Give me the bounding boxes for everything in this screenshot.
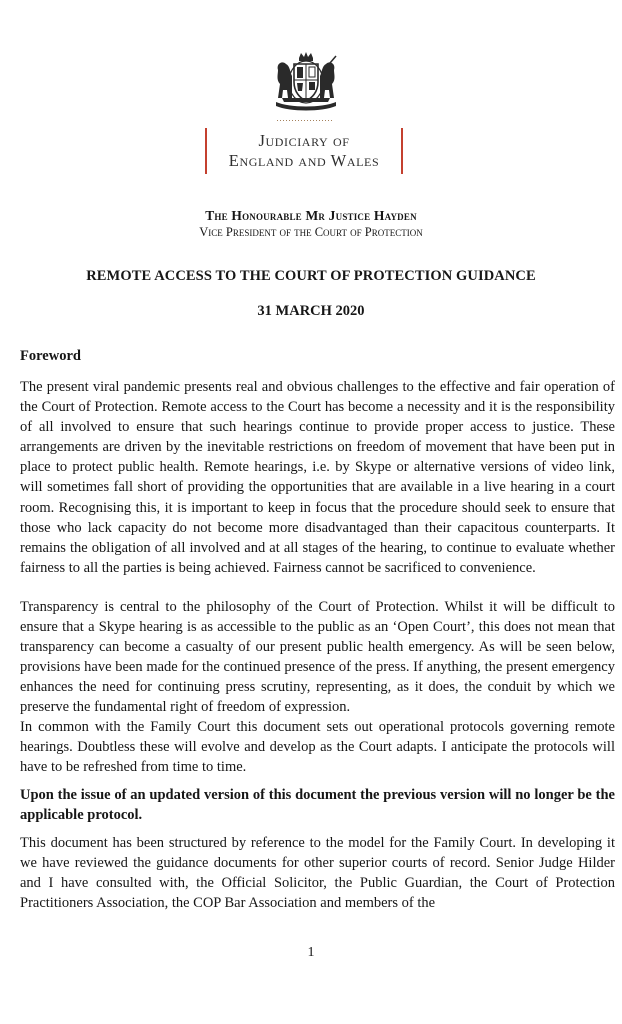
- foreword-paragraph: The present viral pandemic presents real and obvious challenges to the effective and fair operation of the Court of Protection. Remote access to the Court has become a necessity and it is the responsibility of all involved to ensure that such hearings continue to provide proper access to justice. These arrangements are driven by the inevitable restrictions on freedom of movement that have been put in place to protect public health. Remote hearings, i.e. by Skype or alternative versions of video link, will sometimes fall short of providing the opportunities that are available in a live hearing in a court room. Recognising this, it is important to keep in focus that the procedure should seek to ensure that those who lack capacity do not become more disadvantaged than their capacitous counterparts. It remains the obligation of all involved and at all stages of the hearing, to continue to evaluate whether fairness to all the parties is being achieved. Fairness cannot be sacrificed to convenience.: [20, 379, 615, 576]
- organisation-line-2: England and Wales: [228, 150, 380, 170]
- crest-dotted-rule: ...................: [276, 114, 334, 123]
- royal-coat-of-arms-icon: [270, 52, 342, 112]
- foreword-paragraph: Transparency is central to the philosophy of the Court of Protection. Whilst it will be difficult to ensure that a Skype hearing is as accessible to the public as an ‘Open Court’, this does not mean that transparency can become a casualty of our present public health emergency. As will be seen below, provisions have been made for the continued presence of the press. If anything, the present emergency enhances the need for continuing press scrutiny, representing, as it does, the conduit by which we preserve the fundamental right of freedom of expression.: [20, 599, 615, 716]
- judiciary-wordmark: [209, 131, 399, 170]
- organisation-line-1: Judiciary of: [258, 131, 350, 150]
- author-role: Vice President of the Court of Protection: [199, 225, 423, 239]
- document-title: REMOTE ACCESS TO THE COURT OF PROTECTION GUIDANCE: [86, 268, 536, 284]
- judiciary-logo: [205, 128, 403, 174]
- foreword-bold-paragraph: Upon the issue of an updated version of this document the previous version will no longer be the applicable protocol.: [20, 787, 615, 824]
- logo-right-bar: [401, 128, 403, 174]
- logo-left-bar: [205, 128, 207, 174]
- page-number: 1: [307, 945, 315, 960]
- foreword-heading: Foreword: [20, 348, 81, 364]
- author-name: The Honourable Mr Justice Hayden: [205, 208, 417, 223]
- document-date: 31 MARCH 2020: [257, 303, 365, 319]
- foreword-paragraph: In common with the Family Court this document sets out operational protocols governing remote hearings. Doubtless these will evolve and develop as the Court adapts. I anticipate the protocols will have to be refreshed from time to time.: [20, 719, 615, 776]
- foreword-paragraph: This document has been structured by reference to the model for the Family Court. In developing it we have reviewed the guidance documents for other superior courts of record. Senior Judge Hilder and I have consulted with, the Official Solicitor, the Public Guardian, the Court of Protection Practitioners Association, the COP Bar Association and members of the: [20, 835, 615, 912]
